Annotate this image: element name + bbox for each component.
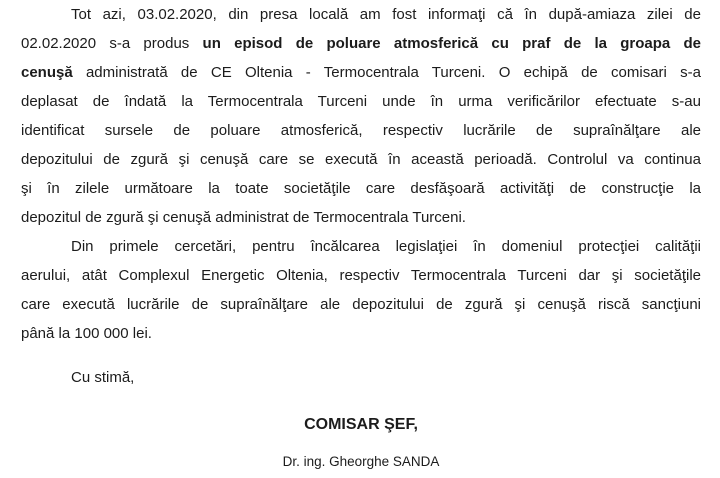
text-run: deplasat de îndată la Termocentrala Turceni unde în urma verificărilor efectuate s-au (21, 93, 701, 110)
text-run: aerului, atât Complexul Energetic Oltenia, respectiv Termocentrala Turceni dar şi societăţile (21, 267, 701, 284)
paragraph-line (21, 58, 701, 87)
text-run: Tot azi, 03.02.2020, din presa locală am fost informaţi că în după-amiaza zilei de (71, 6, 701, 23)
text-run: 02.02.2020 s-a produs (21, 35, 203, 52)
paragraph-line (21, 0, 701, 29)
bold-text-run: cenuşă (21, 64, 73, 81)
paragraph-line (21, 87, 701, 116)
closing-text: Cu stimă, (71, 369, 135, 386)
signature-title-text: COMISAR ŞEF, (304, 416, 418, 433)
body-paragraph-1 (21, 0, 701, 232)
text-run: şi în zilele următoare la toate societăţile care desfăşoară activităţi de construcţie la (21, 180, 701, 197)
text-run: până la 100 000 lei. (21, 325, 152, 342)
paragraph-line (21, 29, 701, 58)
signature-name-text: Dr. ing. Gheorghe SANDA (282, 454, 440, 469)
text-run: identificat sursele de poluare atmosferică, respectiv lucrările de supraînălţare ale (21, 122, 701, 139)
signature-title (21, 410, 701, 439)
text-run: Din primele cercetări, pentru încălcarea legislaţiei în domeniul protecţiei calităţii (71, 238, 701, 255)
text-run: depozitului de zgură şi cenuşă care se execută în această perioadă. Controlul va continua (21, 151, 701, 168)
signature-name (21, 447, 701, 476)
closing-line (21, 363, 701, 392)
paragraph-line (21, 232, 701, 261)
paragraph-line (21, 261, 701, 290)
bold-text-run: un episod de poluare atmosferică cu praf de la groapa de (202, 35, 702, 52)
paragraph-line (21, 319, 701, 348)
paragraph-line (21, 203, 701, 232)
paragraph-line (21, 290, 701, 319)
text-run: depozitul de zgură şi cenuşă administrat de Termocentrala Turceni. (21, 209, 466, 226)
text-run: care execută lucrările de supraînălţare ale depozitului de zgură şi cenuşă riscă sancţiuni (21, 296, 701, 313)
paragraph-line (21, 116, 701, 145)
paragraph-line (21, 174, 701, 203)
paragraph-line (21, 145, 701, 174)
text-run: administrată de CE Oltenia - Termocentrala Turceni. O echipă de comisari s-a (72, 64, 701, 81)
body-paragraph-2 (21, 232, 701, 348)
